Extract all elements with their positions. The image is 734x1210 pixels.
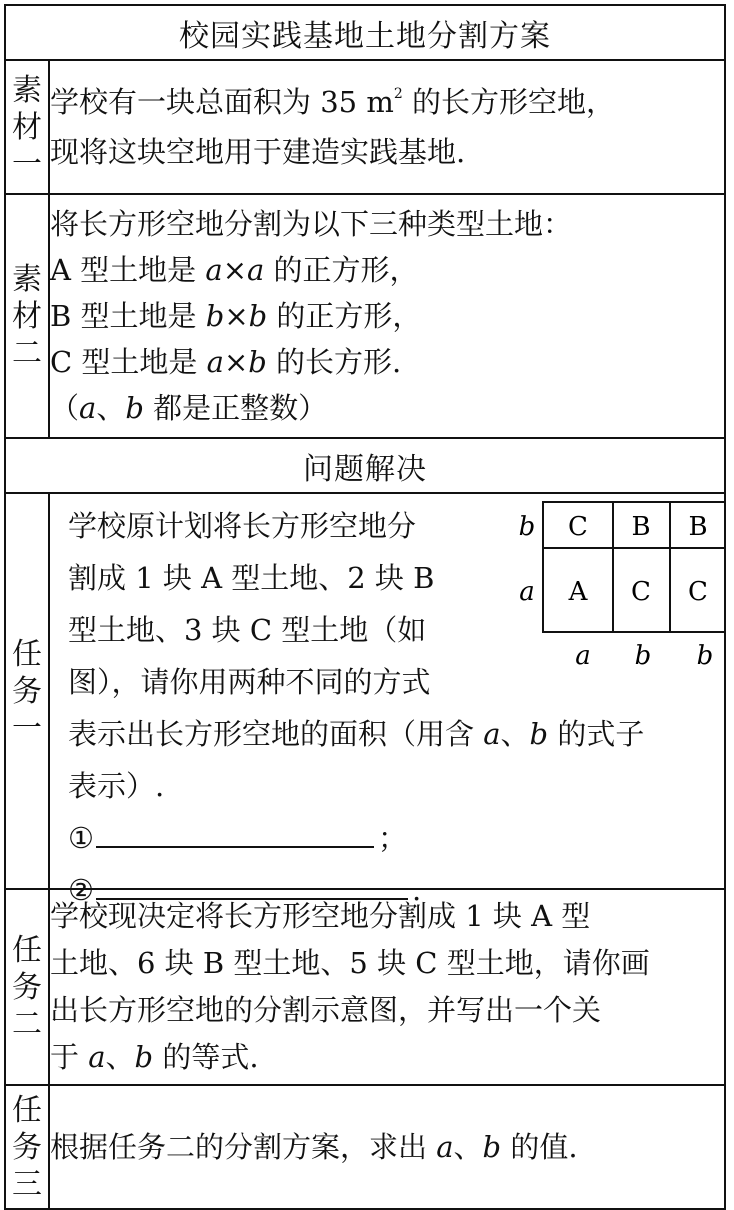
task1-line6: 表示）. [68,769,165,803]
table-title: 校园实践基地土地分割方案 [5,5,725,60]
figure-col-label-b2: b [696,641,714,670]
task3-content [49,1085,725,1209]
task2-line3: 出长方形空地的分割示意图，并写出一个关 [50,993,602,1027]
answer-blank-2: ② . [68,864,728,916]
figure-cell-top-2: B [631,512,651,542]
material2-line1: 将长方形空地分割为以下三种类型土地： [50,207,573,241]
answer-line-1[interactable] [96,816,374,848]
task1-line4: 图），请你用两种不同的方式 [68,665,431,699]
material1-line2: 现将这块空地用于建造实践基地. [50,135,466,169]
figure-col-label-b1: b [634,641,652,670]
material2-type-a: A 型土地是 a×a 的正方形， [50,253,419,287]
task3-label: 任 务 三 [5,1085,49,1209]
task2-content [49,889,725,1085]
figure-row-label-a: a [519,577,535,607]
section-header: 问题解决 [5,438,725,493]
task1-label: 任 务 一 [5,493,49,889]
figure-cell-bottom-2: C [631,577,651,607]
material1-label: 素 材 一 [5,60,49,194]
figure-row-label-b: b [518,512,536,542]
material2-type-b: B 型土地是 b×b 的正方形， [50,299,422,333]
task2-line2: 土地、6 块 B 型土地、5 块 C 型土地，请你画 [50,946,650,980]
material2-label: 素 材 二 [5,194,49,438]
task2-label: 任 务 二 [5,889,49,1085]
figure-cell-top-3: B [688,512,708,542]
task1-line5: 表示出长方形空地的面积（用含 a、b 的式子 [68,717,645,751]
task1-content [49,493,725,907]
figure-cell-bottom-1: A [568,577,588,607]
material2-note: （a、b 都是正整数） [50,391,328,425]
figure-cell-bottom-3: C [688,577,708,607]
material1-line1: 学校有一块总面积为 35 $m^2$ 的长方形空地， [50,85,615,119]
task1-line3: 型土地、3 块 C 型土地（如 [68,613,427,647]
figure-col-label-a: a [575,641,591,670]
figure-cell-top-1: C [568,512,588,542]
answer-line-2[interactable] [96,868,408,900]
task2-line1: 学校现决定将长方形空地分割成 1 块 A 型 [50,899,591,933]
answer-blank-1: ① ； [68,812,728,864]
plan-table [4,4,726,1210]
material1-content [49,60,725,194]
task2-line4: 于 a、b 的等式. [50,1040,259,1074]
land-division-figure [515,500,730,685]
material2-type-c: C 型土地是 a×b 的长方形. [50,345,402,379]
task3-line: 根据任务二的分割方案，求出 a、b 的值. [50,1130,578,1164]
task1-line1: 学校原计划将长方形空地分 [68,509,417,543]
material2-content [49,194,725,438]
task1-line2: 割成 1 块 A 型土地、2 块 B [68,561,435,595]
